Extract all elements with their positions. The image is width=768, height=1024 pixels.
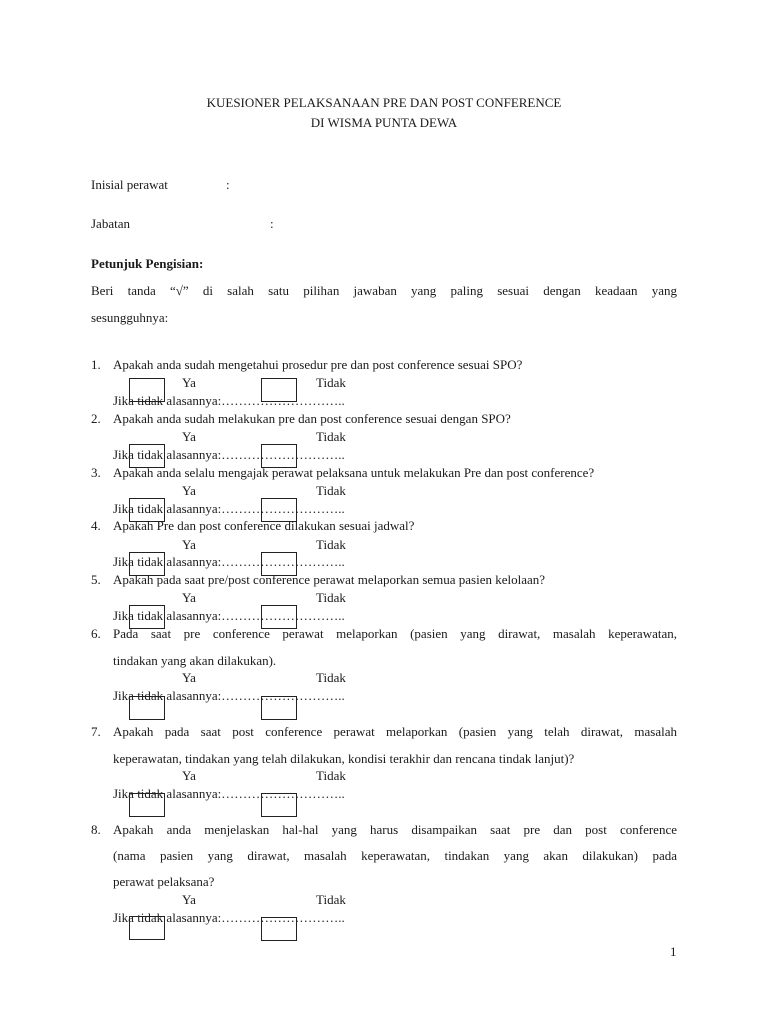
question-text: Apakah anda selalu mengajak perawat pelaksana untuk melakukan Pre dan post conference?: [113, 465, 595, 480]
question-text-continued: keperawatan, tindakan yang telah dilakukan, kondisi terakhir dan rencana tindak lanjut)?: [113, 751, 575, 766]
question-number: 8.: [91, 822, 101, 837]
question-text-continued: tindakan yang akan dilakukan).: [113, 653, 277, 668]
checkbox-ya[interactable]: [129, 793, 165, 817]
inisial-colon: :: [226, 177, 230, 192]
question-text: Apakah anda menjelaskan hal-hal yang harus disampaikan saat pre dan post conference: [113, 822, 677, 837]
option-ya-label: Ya: [182, 892, 196, 907]
reason-line[interactable]: Jika tidak alasannya:………………………..: [113, 910, 345, 925]
question-number: 4.: [91, 518, 101, 533]
option-ya-label: Ya: [182, 375, 196, 390]
question-text: Apakah Pre dan post conference dilakukan sesuai jadwal?: [113, 518, 415, 533]
reason-line[interactable]: Jika tidak alasannya:………………………..: [113, 554, 345, 569]
instructions-line-2: sesungguhnya:: [91, 310, 169, 325]
option-ya-label: Ya: [182, 670, 196, 685]
reason-line[interactable]: Jika tidak alasannya:………………………..: [113, 786, 345, 801]
option-tidak-label: Tidak: [316, 670, 346, 685]
option-ya-label: Ya: [182, 590, 196, 605]
instructions-heading: Petunjuk Pengisian:: [91, 256, 204, 271]
option-tidak-label: Tidak: [316, 375, 346, 390]
reason-line[interactable]: Jika tidak alasannya:………………………..: [113, 447, 345, 462]
question-text: Apakah pada saat post conference perawat melaporkan (pasien yang telah dirawat, masalah: [113, 724, 677, 739]
page-number: 1: [670, 944, 677, 959]
option-ya-label: Ya: [182, 768, 196, 783]
reason-line[interactable]: Jika tidak alasannya:………………………..: [113, 501, 345, 516]
question-number: 1.: [91, 357, 101, 372]
checkbox-tidak[interactable]: [261, 917, 297, 941]
option-tidak-label: Tidak: [316, 537, 346, 552]
reason-line[interactable]: Jika tidak alasannya:………………………..: [113, 393, 345, 408]
option-ya-label: Ya: [182, 483, 196, 498]
jabatan-colon: :: [270, 216, 274, 231]
option-ya-label: Ya: [182, 429, 196, 444]
checkbox-ya[interactable]: [129, 916, 165, 940]
question-text-continued: (nama pasien yang dirawat, masalah keperawatan, tindakan yang akan dilakukan) pada: [113, 848, 677, 863]
question-number: 6.: [91, 626, 101, 641]
reason-line[interactable]: Jika tidak alasannya:………………………..: [113, 688, 345, 703]
reason-line[interactable]: Jika tidak alasannya:………………………..: [113, 608, 345, 623]
question-text: Apakah anda sudah melakukan pre dan post conference sesuai dengan SPO?: [113, 411, 511, 426]
question-number: 2.: [91, 411, 101, 426]
question-text-continued: perawat pelaksana?: [113, 874, 215, 889]
question-number: 7.: [91, 724, 101, 739]
checkbox-tidak[interactable]: [261, 696, 297, 720]
option-ya-label: Ya: [182, 537, 196, 552]
option-tidak-label: Tidak: [316, 892, 346, 907]
option-tidak-label: Tidak: [316, 590, 346, 605]
question-number: 3.: [91, 465, 101, 480]
question-text: Apakah pada saat pre/post conference perawat melaporkan semua pasien kelolaan?: [113, 572, 546, 587]
option-tidak-label: Tidak: [316, 429, 346, 444]
question-number: 5.: [91, 572, 101, 587]
question-text: Apakah anda sudah mengetahui prosedur pre dan post conference sesuai SPO?: [113, 357, 523, 372]
instructions-line-1: Beri tanda “√” di salah satu pilihan jawaban yang paling sesuai dengan keadaan yang: [91, 283, 677, 298]
jabatan-label: Jabatan: [91, 216, 130, 231]
option-tidak-label: Tidak: [316, 768, 346, 783]
title-line-2: DI WISMA PUNTA DEWA: [310, 115, 458, 130]
question-text: Pada saat pre conference perawat melaporkan (pasien yang dirawat, masalah keperawatan,: [113, 626, 677, 641]
option-tidak-label: Tidak: [316, 483, 346, 498]
title-line-1: KUESIONER PELAKSANAAN PRE DAN POST CONFERENCE: [206, 95, 562, 110]
checkbox-ya[interactable]: [129, 696, 165, 720]
inisial-label: Inisial perawat: [91, 177, 168, 192]
checkbox-tidak[interactable]: [261, 793, 297, 817]
